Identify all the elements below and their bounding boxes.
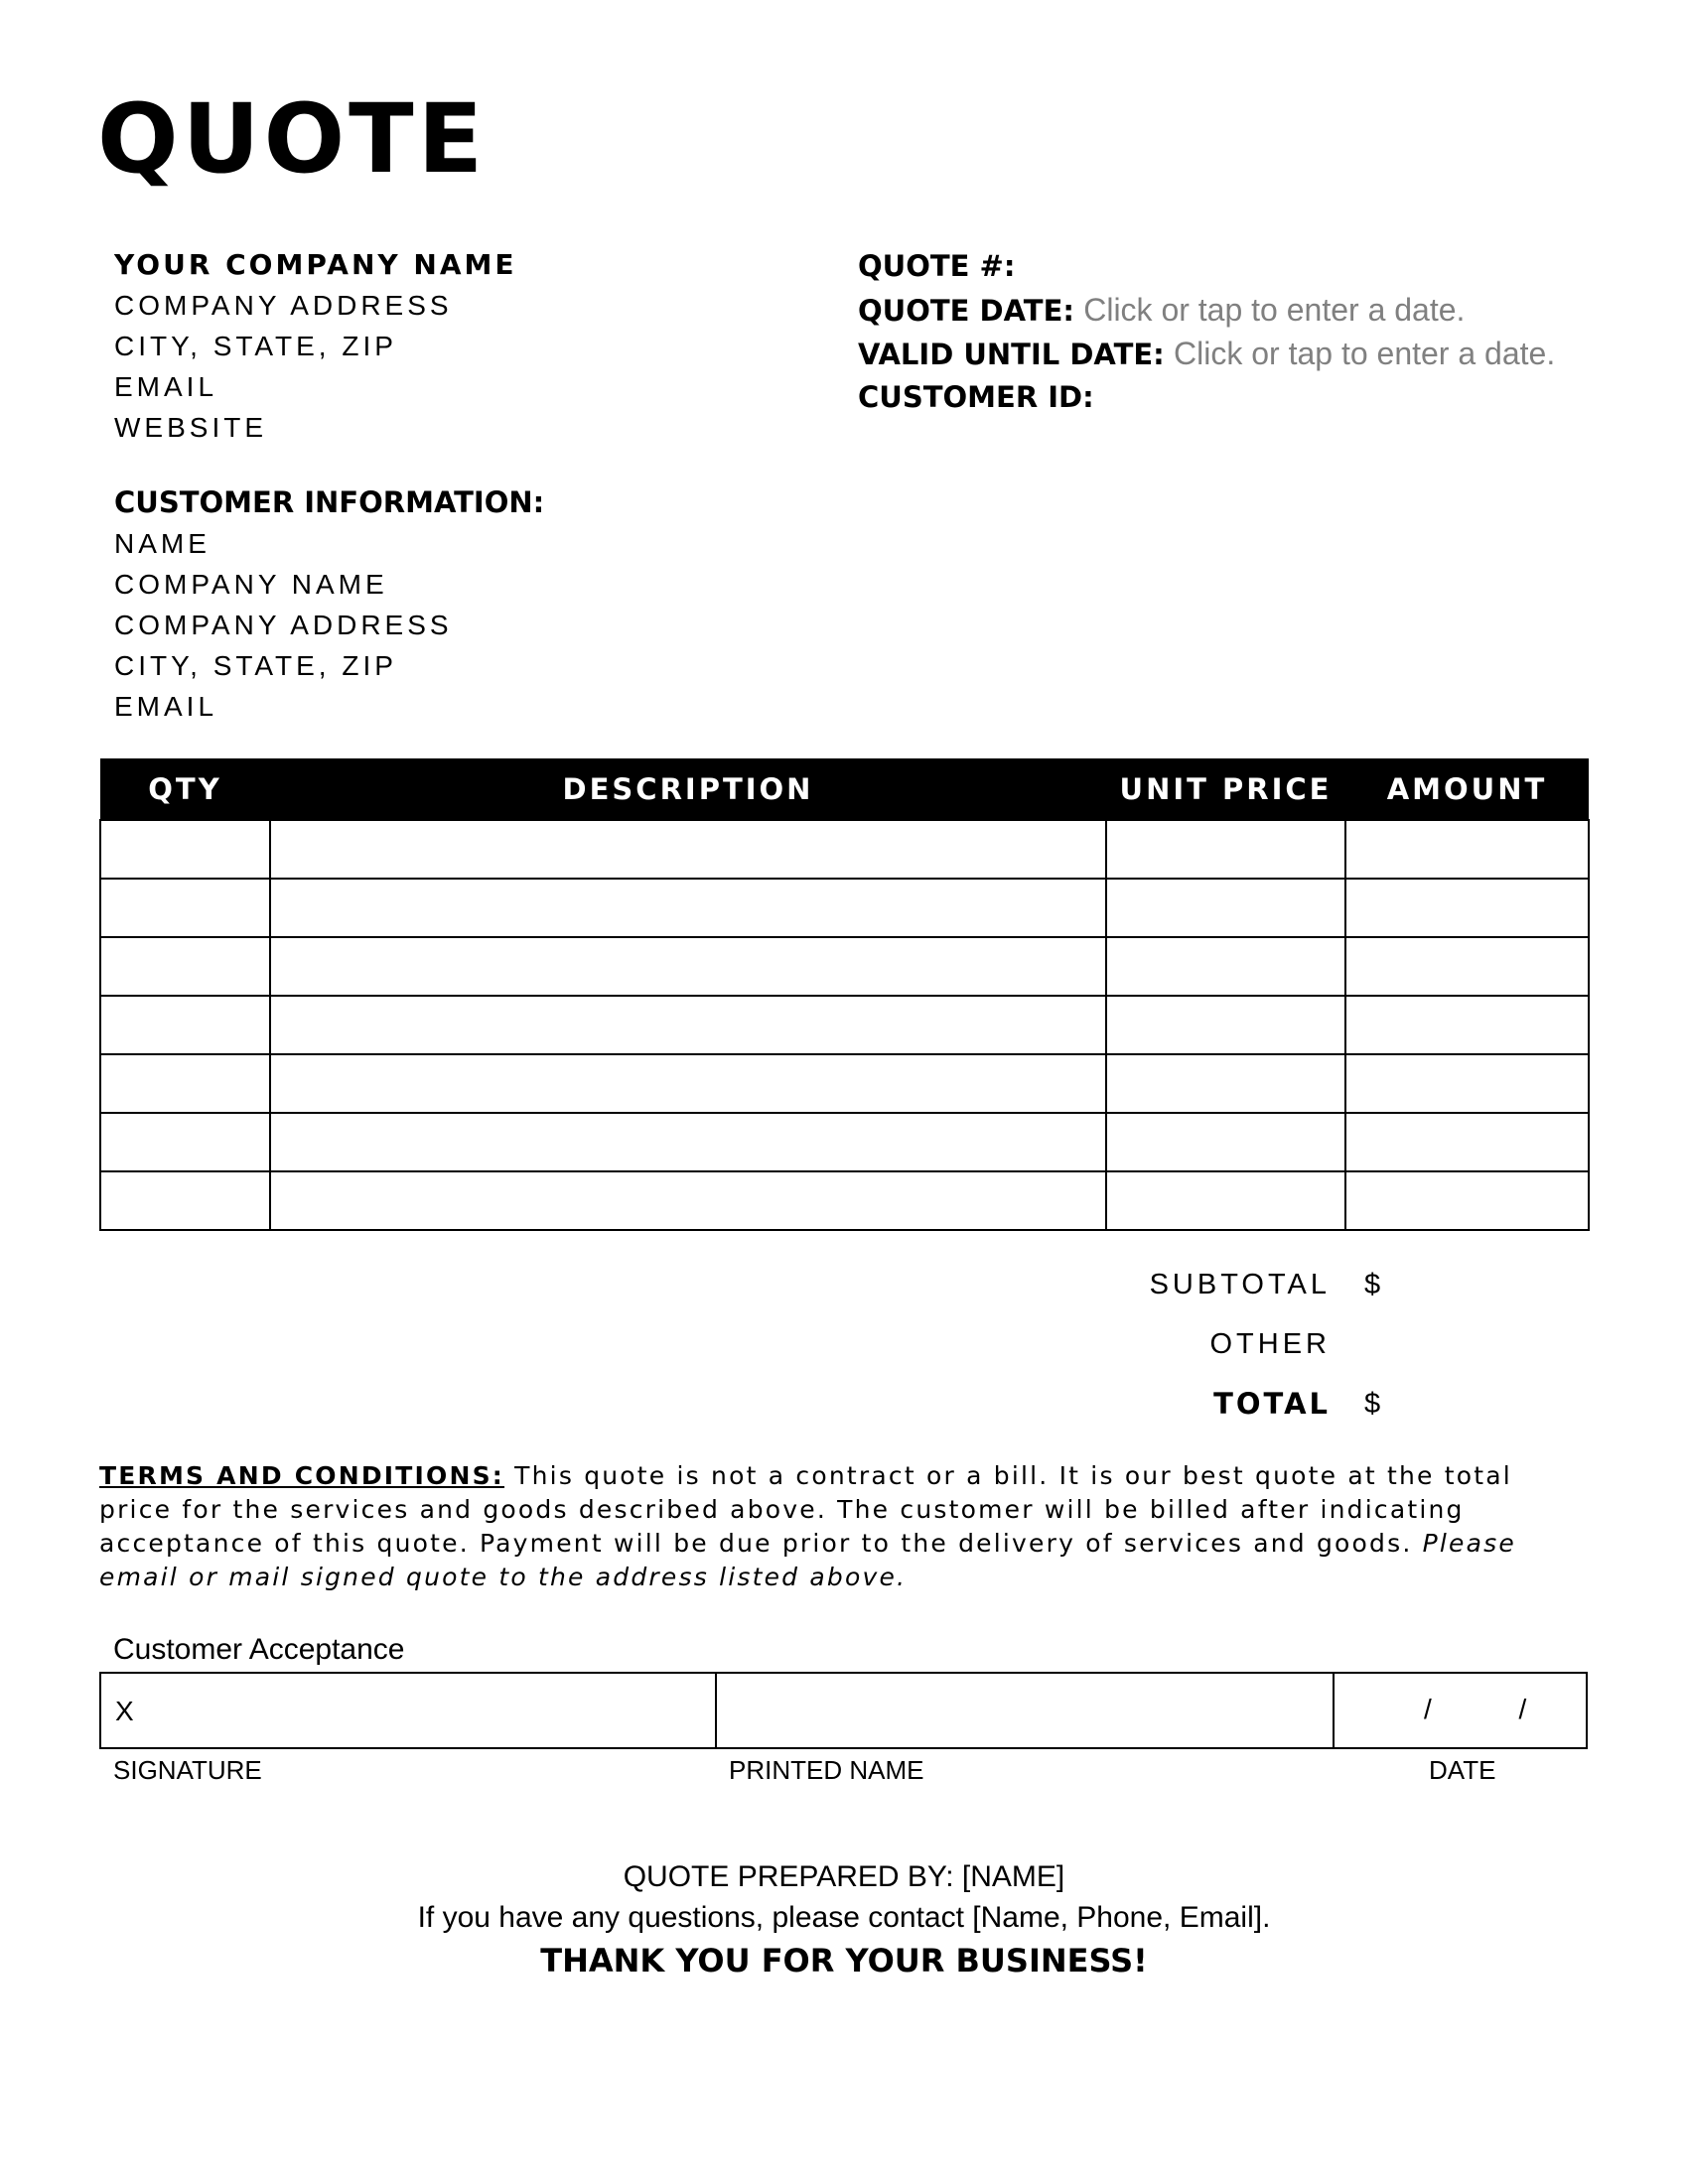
table-row [100, 820, 1589, 879]
customer-info-block [114, 482, 544, 727]
quote-number-row [858, 244, 1555, 288]
customer-info-heading: CUSTOMER INFORMATION: [114, 485, 545, 519]
total-currency: $ [1364, 1388, 1385, 1420]
amount-cell[interactable] [1345, 1171, 1589, 1230]
valid-until-row [858, 332, 1555, 375]
header-description: DESCRIPTION [270, 758, 1106, 820]
unit-price-cell[interactable] [1106, 820, 1345, 879]
unit-price-cell[interactable] [1106, 1113, 1345, 1171]
description-cell[interactable] [270, 879, 1106, 937]
description-cell[interactable] [270, 1171, 1106, 1230]
terms-and-conditions [99, 1459, 1589, 1594]
date-slashes: / / [1424, 1694, 1567, 1724]
quote-prepared-by: QUOTE PREPARED BY: [NAME] [623, 1860, 1065, 1893]
unit-price-cell[interactable] [1106, 996, 1345, 1054]
table-row [100, 879, 1589, 937]
qty-cell[interactable] [100, 937, 270, 996]
subtotal-label: SUBTOTAL [1149, 1269, 1331, 1300]
description-cell[interactable] [270, 937, 1106, 996]
company-address[interactable]: COMPANY ADDRESS [114, 290, 453, 321]
header-amount: AMOUNT [1345, 758, 1589, 820]
qty-cell[interactable] [100, 1171, 270, 1230]
signature-field[interactable] [101, 1674, 717, 1747]
description-cell[interactable] [270, 1054, 1106, 1113]
table-row [100, 996, 1589, 1054]
company-city-state-zip[interactable]: CITY, STATE, ZIP [114, 331, 397, 361]
unit-price-cell[interactable] [1106, 1171, 1345, 1230]
valid-until-label: VALID UNTIL DATE: [858, 338, 1165, 371]
terms-body: This quote is not a contract or a bill. It is our best quote at the total price for the services and goods described above. The customer will be billed after indicating acceptance of this quote. Payment will be due prior to the delivery of services and goods. [99, 1461, 1512, 1558]
unit-price-cell[interactable] [1106, 937, 1345, 996]
company-email[interactable]: EMAIL [114, 371, 218, 402]
totals-block [1092, 1255, 1390, 1433]
company-name[interactable]: YOUR COMPANY NAME [114, 248, 517, 281]
printed-name-label: PRINTED NAME [729, 1755, 924, 1785]
unit-price-cell[interactable] [1106, 879, 1345, 937]
other-label: OTHER [1209, 1328, 1331, 1360]
amount-cell[interactable] [1345, 879, 1589, 937]
table-row [100, 937, 1589, 996]
contact-line: If you have any questions, please contact [Name, Phone, Email]. [417, 1901, 1271, 1934]
header-qty: QTY [100, 758, 270, 820]
thank-you-message: THANK YOU FOR YOUR BUSINESS! [540, 1942, 1148, 1979]
table-row [100, 1171, 1589, 1230]
description-cell[interactable] [270, 820, 1106, 879]
description-cell[interactable] [270, 1113, 1106, 1171]
signature-mark: X [115, 1696, 134, 1726]
amount-cell[interactable] [1345, 937, 1589, 996]
description-cell[interactable] [270, 996, 1106, 1054]
quote-number-label: QUOTE #: [858, 249, 1016, 283]
quote-date-label: QUOTE DATE: [858, 294, 1074, 328]
date-label: DATE [1429, 1755, 1496, 1785]
terms-italic-note: Please email or mail signed quote to the address listed above. [99, 1529, 1516, 1591]
signature-label: SIGNATURE [113, 1755, 262, 1785]
qty-cell[interactable] [100, 879, 270, 937]
subtotal-row [1092, 1255, 1390, 1314]
other-row [1092, 1314, 1390, 1374]
customer-id-row [858, 375, 1555, 419]
valid-until-date-picker[interactable]: Click or tap to enter a date. [1174, 336, 1556, 371]
customer-company-name[interactable]: COMPANY NAME [114, 569, 388, 600]
company-info-block [114, 244, 517, 448]
customer-email[interactable]: EMAIL [114, 691, 218, 722]
total-row [1092, 1374, 1390, 1433]
customer-city-state-zip[interactable]: CITY, STATE, ZIP [114, 650, 397, 681]
table-row [100, 1113, 1589, 1171]
customer-name[interactable]: NAME [114, 528, 211, 559]
amount-cell[interactable] [1345, 820, 1589, 879]
unit-price-cell[interactable] [1106, 1054, 1345, 1113]
header-unit-price: UNIT PRICE [1106, 758, 1345, 820]
acceptance-box [99, 1672, 1588, 1749]
quote-info-block [858, 244, 1555, 419]
table-row [100, 1054, 1589, 1113]
items-table-header [100, 758, 1589, 820]
qty-cell[interactable] [100, 820, 270, 879]
amount-cell[interactable] [1345, 1113, 1589, 1171]
printed-name-field[interactable] [717, 1674, 1335, 1747]
subtotal-currency: $ [1364, 1269, 1385, 1300]
terms-heading: TERMS AND CONDITIONS: [99, 1461, 505, 1490]
items-table [99, 758, 1590, 1231]
amount-cell[interactable] [1345, 1054, 1589, 1113]
amount-cell[interactable] [1345, 996, 1589, 1054]
qty-cell[interactable] [100, 1054, 270, 1113]
customer-acceptance-label: Customer Acceptance [113, 1633, 405, 1666]
customer-id-label: CUSTOMER ID: [858, 380, 1094, 414]
quote-date-picker[interactable]: Click or tap to enter a date. [1083, 292, 1466, 328]
customer-address[interactable]: COMPANY ADDRESS [114, 610, 453, 640]
qty-cell[interactable] [100, 996, 270, 1054]
date-field[interactable] [1335, 1674, 1586, 1747]
quote-date-row [858, 288, 1555, 332]
qty-cell[interactable] [100, 1113, 270, 1171]
total-label: TOTAL [1213, 1387, 1331, 1421]
company-website[interactable]: WEBSITE [114, 412, 268, 443]
document-title: QUOTE [97, 83, 488, 195]
